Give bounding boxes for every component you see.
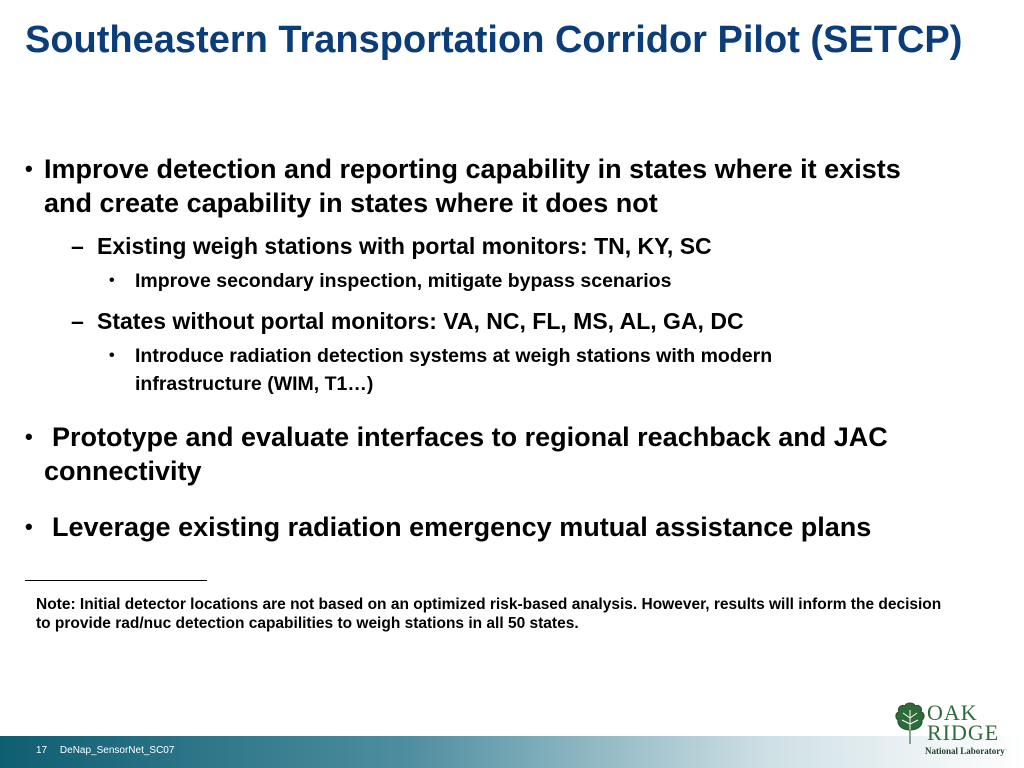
slide-title: Southeastern Transportation Corridor Pilot (SETCP) bbox=[25, 19, 963, 61]
sub-bullet-text: Existing weigh stations with portal monitors: TN, KY, SC bbox=[97, 233, 712, 259]
sub-sub-bullet-text: Introduce radiation detection systems at weigh stations with modern infrastructure (WIM, T1…) bbox=[135, 345, 773, 395]
logo-text-oak: OAK bbox=[927, 700, 978, 725]
oak-ridge-logo bbox=[893, 700, 1005, 762]
sub-sub-bullet-secondary-inspection bbox=[109, 267, 909, 295]
bullet-leverage-plans bbox=[25, 510, 925, 544]
sub-bullet-existing-stations bbox=[71, 232, 712, 260]
page-number: 17 bbox=[36, 745, 48, 756]
sub-sub-bullet-introduce-detection bbox=[109, 342, 889, 398]
note-divider bbox=[25, 580, 207, 581]
sub-bullet-states-without bbox=[71, 307, 744, 335]
logo-text-national-laboratory: National Laboratory bbox=[925, 746, 1005, 756]
bullet-dot-icon: • bbox=[109, 272, 115, 289]
bullet-dot-icon: • bbox=[25, 514, 33, 539]
sub-bullet-text: States without portal monitors: VA, NC, FL, MS, AL, GA, DC bbox=[97, 308, 744, 334]
dash-icon: – bbox=[71, 233, 84, 259]
dash-icon: – bbox=[71, 308, 84, 334]
footer bbox=[36, 745, 184, 756]
bullet-dot-icon: • bbox=[25, 424, 33, 449]
bullet-text: Leverage existing radiation emergency mutual assistance plans bbox=[52, 512, 872, 542]
bullet-text: Improve detection and reporting capability in states where it exists and create capability in states where it does not bbox=[44, 154, 901, 218]
sub-sub-bullet-text: Improve secondary inspection, mitigate bypass scenarios bbox=[135, 270, 672, 292]
bullet-improve-detection bbox=[25, 152, 955, 220]
bullet-text: Prototype and evaluate interfaces to regional reachback and JAC connectivity bbox=[44, 422, 888, 486]
bullet-dot-icon: • bbox=[25, 156, 33, 181]
bullet-prototype-interfaces bbox=[25, 420, 905, 488]
bullet-dot-icon: • bbox=[109, 347, 115, 364]
oak-leaf-icon bbox=[893, 700, 927, 746]
slide-note: Note: Initial detector locations are not based on an optimized risk-based analysis. However, results will inform the decision to provide rad/nuc detection capabilities to weigh stations in all 50 states. bbox=[36, 596, 942, 632]
footer-source: DeNap_SensorNet_SC07 bbox=[59, 745, 175, 756]
logo-text-ridge: RIDGE bbox=[927, 720, 1000, 745]
